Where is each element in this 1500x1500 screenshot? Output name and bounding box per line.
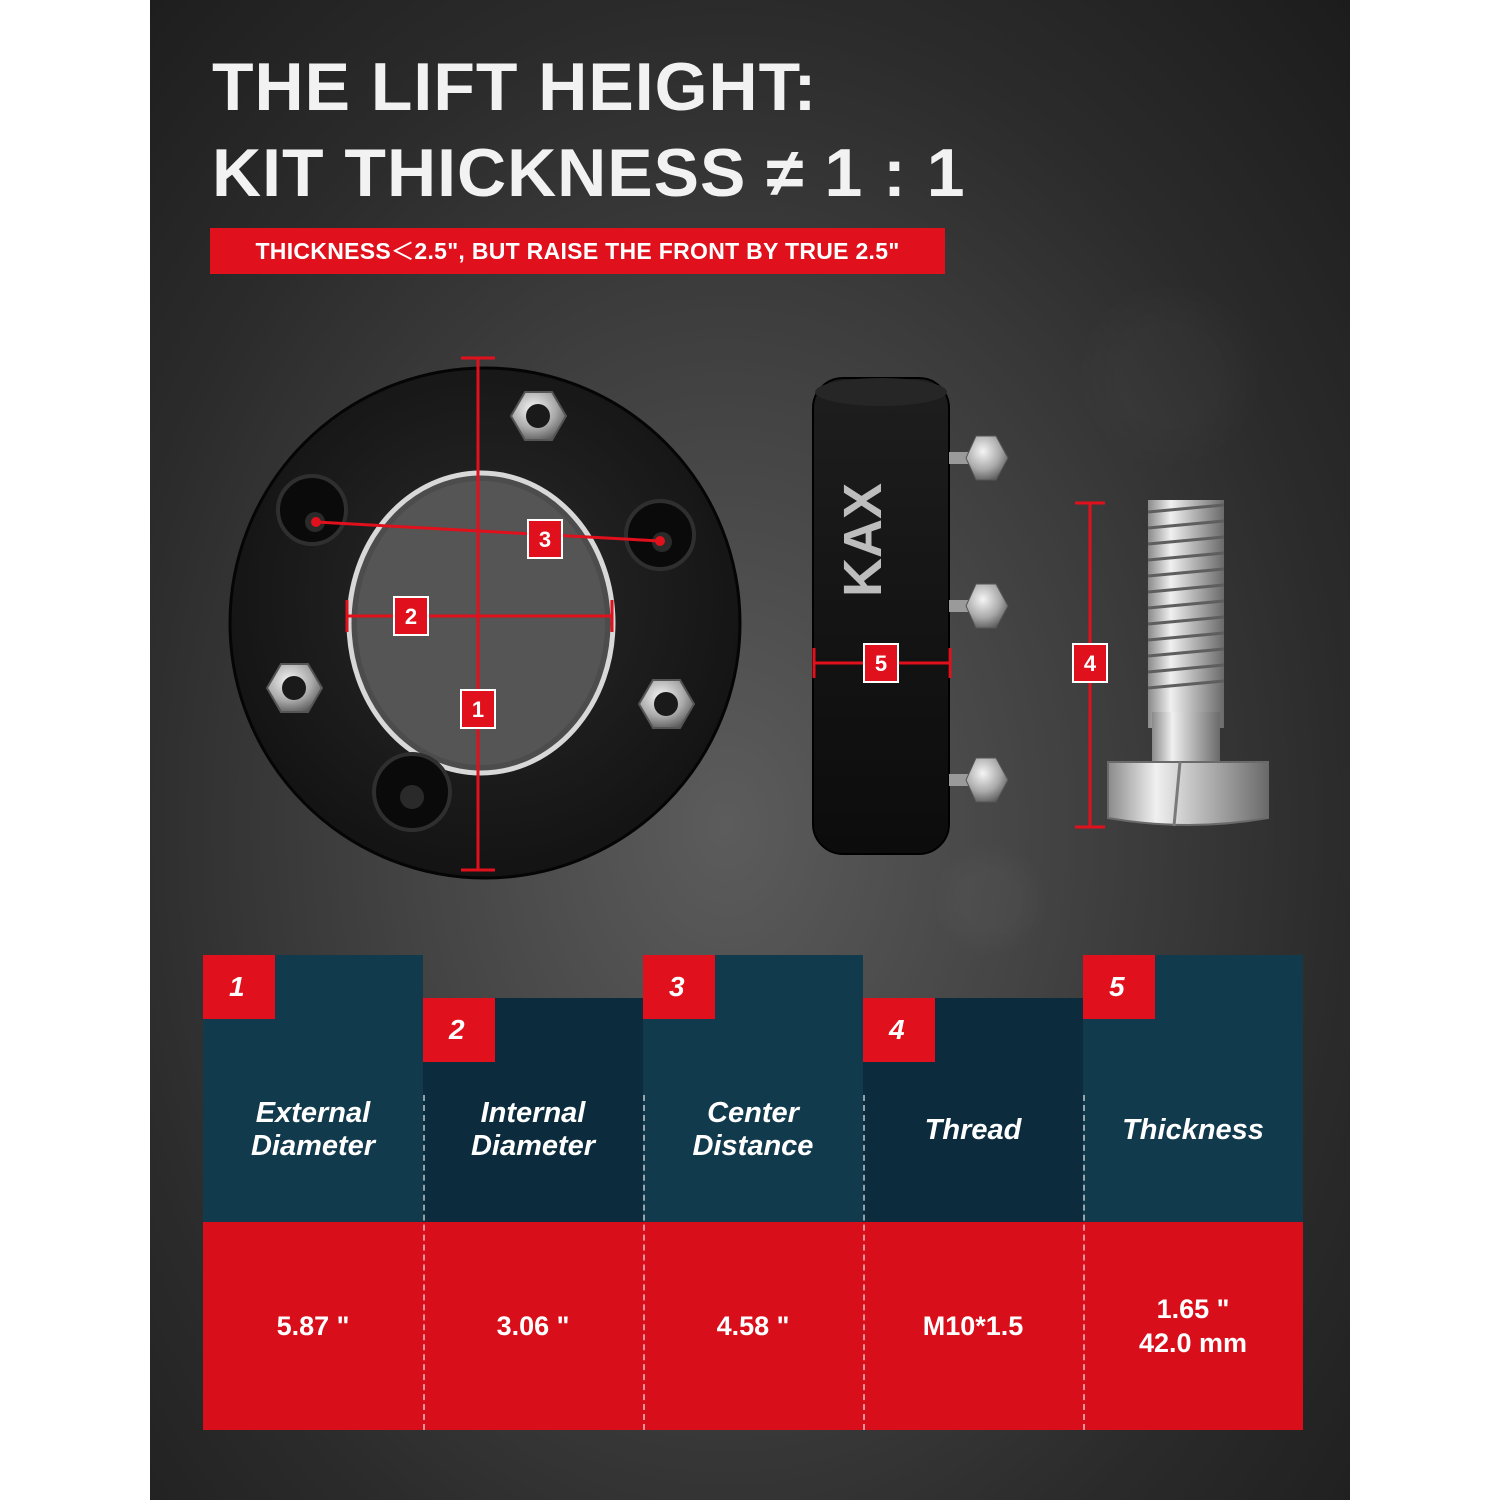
svg-text:2: 2	[404, 604, 418, 629]
bolt-hole	[374, 754, 450, 830]
spec-number-badge: 4	[863, 998, 935, 1062]
bolt-hole	[278, 476, 346, 544]
spec-value: 3.06 "	[423, 1222, 643, 1430]
product-infographic	[150, 0, 1350, 1500]
bolt-hole	[626, 501, 694, 569]
spec-value: 1.65 " 42.0 mm	[1083, 1222, 1303, 1430]
hex-bolt	[1108, 500, 1268, 826]
spec-label: Internal Diameter	[470, 1097, 596, 1162]
spec-value: 4.58 "	[643, 1222, 863, 1430]
headline-line-1: THE LIFT HEIGHT:	[212, 49, 818, 125]
stud-bolt	[949, 584, 1008, 628]
stud-bolt	[949, 436, 1008, 480]
column-divider	[1083, 1095, 1085, 1430]
column-divider	[423, 1095, 425, 1430]
svg-text:4: 4	[1083, 651, 1097, 676]
spacer-front-view	[230, 368, 740, 878]
callout-2	[394, 597, 428, 635]
spec-label: Center Distance	[692, 1097, 814, 1162]
spacer-side-view	[813, 378, 1008, 854]
spec-number-badge: 1	[203, 955, 275, 1019]
svg-text:1: 1	[471, 697, 485, 722]
headline-line-2: KIT THICKNESS ≠ 1 : 1	[212, 135, 966, 211]
column-divider	[643, 1095, 645, 1430]
spec-value: M10*1.5	[863, 1222, 1083, 1430]
spec-label: External Diameter	[250, 1097, 376, 1162]
callout-3	[528, 520, 562, 558]
spec-number-badge: 5	[1083, 955, 1155, 1019]
brand-logo: KAX	[833, 482, 893, 598]
spec-value: 5.87 "	[203, 1222, 423, 1430]
spec-label: Thread	[924, 1113, 1022, 1146]
spec-label: Thickness	[1122, 1113, 1264, 1146]
svg-text:3: 3	[538, 527, 552, 552]
svg-text:5: 5	[874, 651, 888, 676]
stud-bolt	[949, 758, 1008, 802]
callout-5	[864, 644, 898, 682]
spec-number-badge: 3	[643, 955, 715, 1019]
spec-number-badge: 2	[423, 998, 495, 1062]
thickness-banner: THICKNESS＜2.5", BUT RAISE THE FRONT BY TRUE 2.5"	[210, 228, 945, 274]
spacer-illustration	[150, 0, 1350, 950]
callout-4	[1073, 644, 1107, 682]
callout-1	[461, 690, 495, 728]
column-divider	[863, 1095, 865, 1430]
